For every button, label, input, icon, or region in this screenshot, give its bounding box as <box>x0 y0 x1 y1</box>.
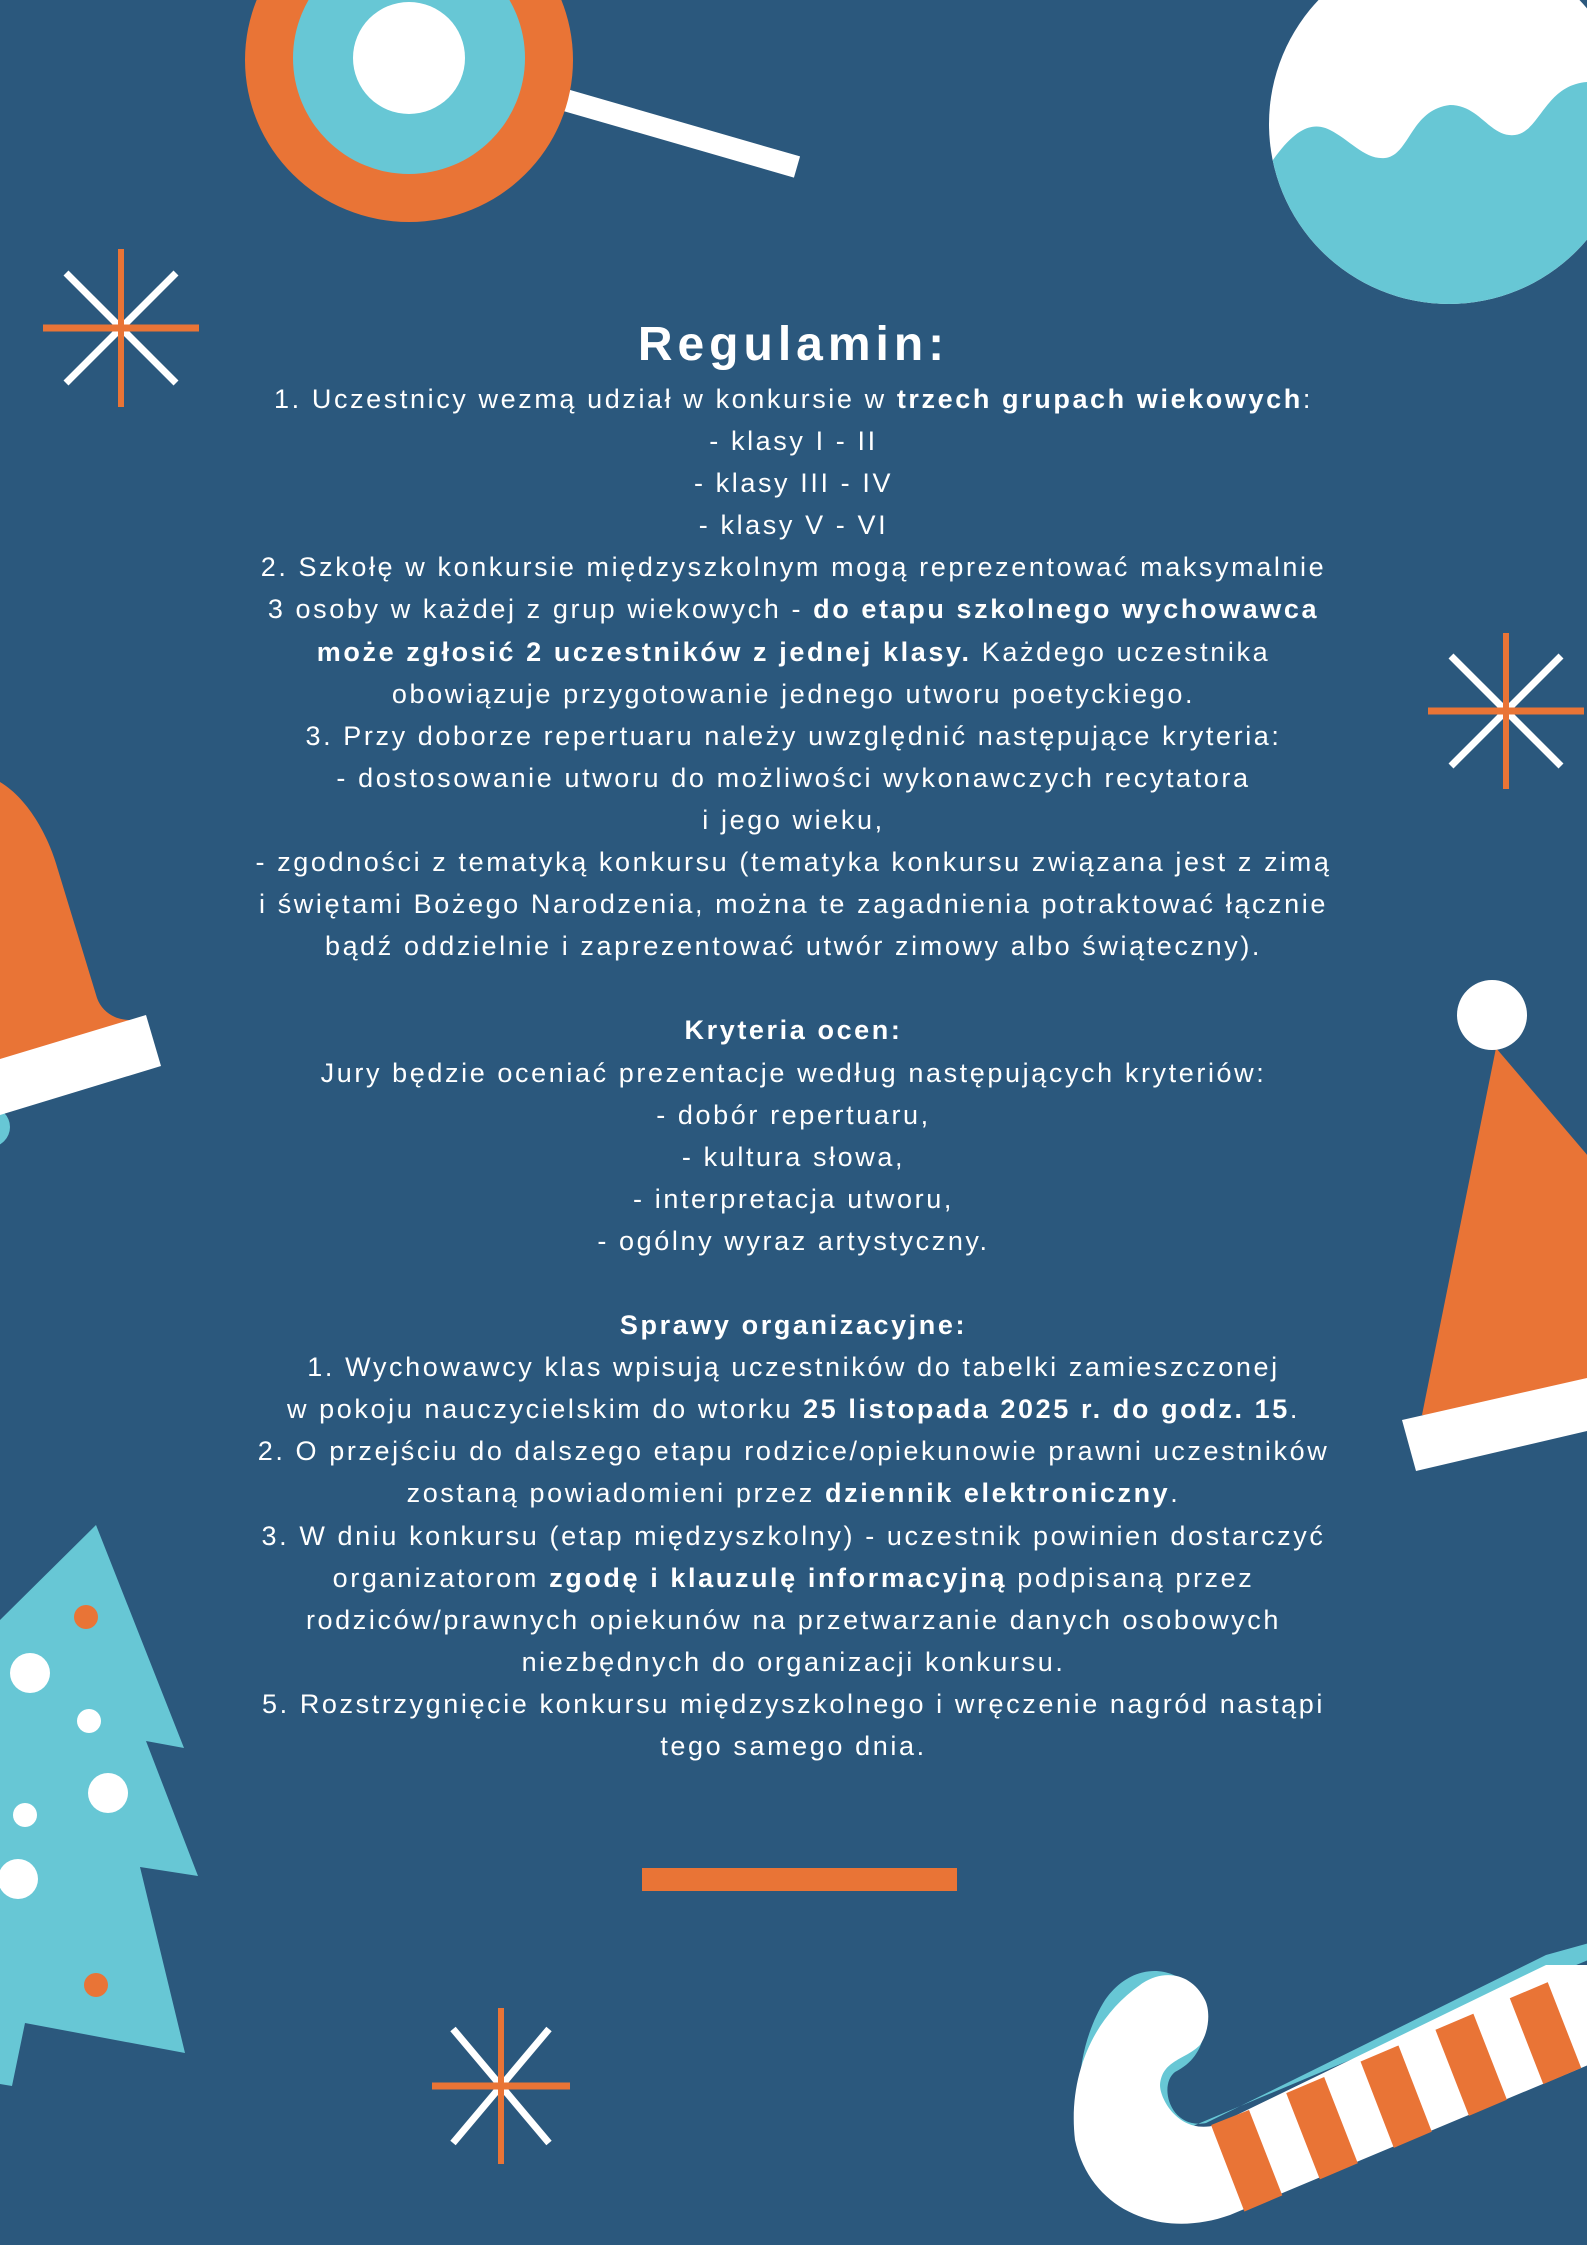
section-heading: Kryteria ocen: <box>684 1015 903 1046</box>
dziennik-bold: dziennik elektroniczny <box>825 1478 1171 1509</box>
spacer <box>200 1262 1387 1304</box>
sprawy-3-line <box>200 1557 1387 1599</box>
rule-3-line: i jego wieku, <box>702 804 885 835</box>
lollipop-icon <box>245 0 797 222</box>
sprawy-1-suffix: . <box>1289 1394 1301 1425</box>
santa-hat-icon <box>1402 980 1587 1471</box>
kryteria-section <box>200 1009 1387 1262</box>
rule-1-text: 1. Uczestnicy wezmą udział w konkursie w <box>274 384 897 414</box>
rule-1 <box>200 378 1387 420</box>
candy-cane-icon <box>1074 1940 1587 2226</box>
rule-2-text: Każdego uczestnika <box>971 636 1271 667</box>
section-heading: Sprawy organizacyjne: <box>619 1310 968 1341</box>
rule-3-line: 3. Przy doborze repertuaru należy uwzględnić następujące kryteria: <box>305 720 1282 751</box>
sprawy-3-text: organizatorom <box>332 1562 550 1593</box>
sprawy-1-line: 1. Wychowawcy klas wpisują uczestników do tabelki zamieszczonej <box>307 1352 1280 1383</box>
christmas-tree-icon <box>0 1525 198 2086</box>
kryteria-item: - kultura słowa, <box>681 1141 906 1172</box>
rule-2-bold: może zgłosić 2 uczestników z jednej klasy. <box>316 636 972 667</box>
spacer <box>200 967 1387 1009</box>
kryteria-item: - interpretacja utworu, <box>633 1183 954 1214</box>
kryteria-item: - ogólny wyraz artystyczny. <box>597 1225 990 1256</box>
rule-1-suffix: : <box>1302 384 1313 414</box>
rule-2-line: obowiązuje przygotowanie jednego utworu poetyckiego. <box>391 678 1196 709</box>
sprawy-5-line: tego samego dnia. <box>660 1731 927 1761</box>
sprawy-1-line <box>200 1388 1387 1430</box>
sprawy-section <box>200 1304 1387 1767</box>
rule-2-line: 2. Szkołę w konkursie międzyszkolnym mogą reprezentować maksymalnie <box>260 552 1327 583</box>
sprawy-2-text: zostaną powiadomieni przez <box>406 1478 825 1509</box>
divider-bar <box>642 1868 957 1891</box>
kryteria-item: - dobór repertuaru, <box>656 1099 931 1130</box>
sprawy-3-line: niezbędnych do organizacji konkursu. <box>521 1646 1066 1677</box>
snowflake-icon <box>43 249 199 407</box>
kryteria-intro: Jury będzie oceniać prezentacje według następujących kryteriów: <box>320 1057 1267 1088</box>
sprawy-2-line: 2. O przejściu do dalszego etapu rodzice/opiekunowie prawni uczestników <box>257 1436 1330 1467</box>
regulamin-section <box>200 378 1387 967</box>
sprawy-3-line: rodziców/prawnych opiekunów na przetwarzanie danych osobowych <box>305 1604 1282 1635</box>
rule-2-text: 3 osoby w każdej z grup wiekowych - <box>267 594 814 625</box>
rule-1-bold: trzech grupach wiekowych <box>896 384 1303 414</box>
rule-3-line: - zgodności z tematyką konkursu (tematyka konkursu związana jest z zimą <box>255 847 1332 878</box>
sprawy-5-line: 5. Rozstrzygnięcie konkursu międzyszkolnego i wręczenie nagród nastąpi <box>262 1688 1325 1719</box>
sprawy-3-suffix: podpisaną przez <box>1007 1562 1255 1593</box>
rule-2-line <box>200 631 1387 673</box>
bell-icon <box>0 782 161 1147</box>
age-group: - klasy V - VI <box>698 510 889 541</box>
sprawy-2-line <box>200 1472 1387 1514</box>
snowflake-icon <box>432 2008 570 2164</box>
snowflake-icon <box>1428 633 1584 789</box>
ornament-ball-icon <box>1260 0 1587 330</box>
age-group: - klasy I - II <box>709 426 878 457</box>
rule-3-line: bądź oddzielnie i zaprezentować utwór zimowy albo świąteczny). <box>324 931 1263 962</box>
page-title: Regulamin: <box>637 318 950 371</box>
sprawy-3-line: 3. W dniu konkursu (etap międzyszkolny) - uczestnik powinien dostarczyć <box>261 1520 1326 1551</box>
zgoda-bold: zgodę i klauzulę informacyjną <box>549 1562 1008 1593</box>
sprawy-1-text: w pokoju nauczycielskim do wtorku <box>286 1394 804 1425</box>
rule-3-line: i świętami Bożego Narodzenia, można te zagadnienia potraktować łącznie <box>259 889 1328 920</box>
deadline-bold: 25 listopada 2025 r. do godz. 15 <box>803 1394 1290 1425</box>
rule-2-line <box>200 588 1387 630</box>
document-body <box>200 312 1387 1767</box>
age-group: - klasy III - IV <box>693 468 894 499</box>
rule-3-line: - dostosowanie utworu do możliwości wykonawczych recytatora <box>336 762 1251 793</box>
sprawy-2-suffix: . <box>1170 1478 1181 1509</box>
rule-2-bold: do etapu szkolnego wychowawca <box>813 594 1320 625</box>
